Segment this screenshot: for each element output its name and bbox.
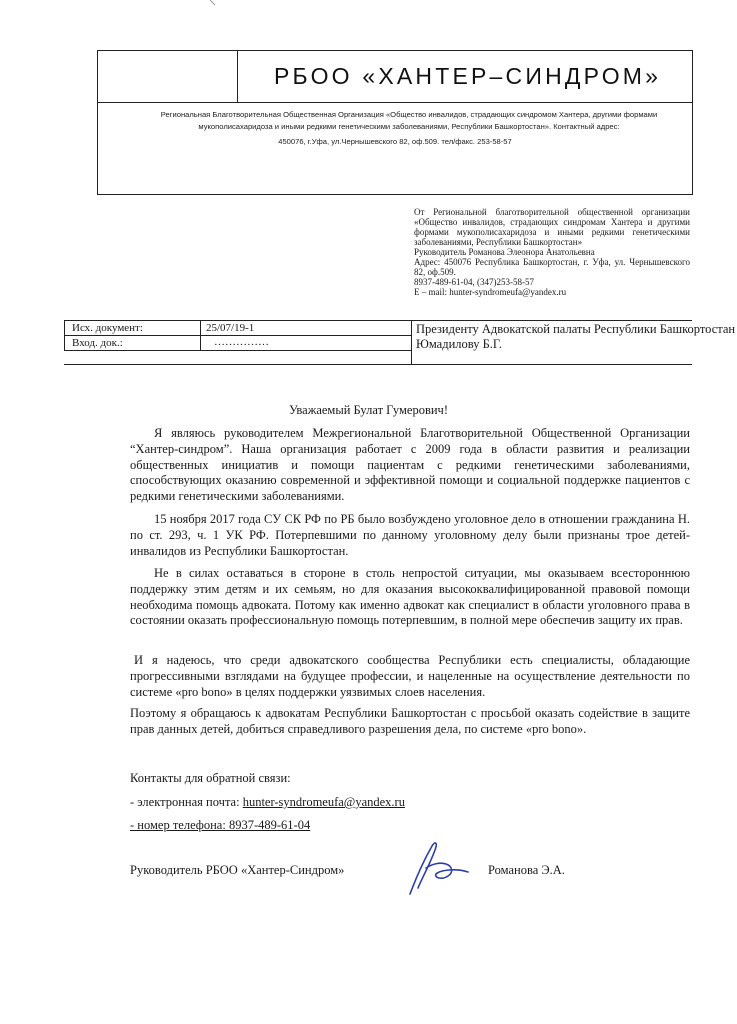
sender-phones: 8937-489-61-04, (347)253-58-57 xyxy=(414,277,534,287)
in-doc-label: Вход. док.: xyxy=(72,337,123,349)
handwritten-signature xyxy=(402,838,472,898)
recipient-title: Президенту Адвокатской палаты Республики Башкортостан xyxy=(416,322,736,336)
contacts-email-label: - электронная почта: xyxy=(130,795,243,809)
contacts-email-line xyxy=(130,794,405,810)
letterhead-divider-horizontal xyxy=(98,102,692,103)
scan-mark xyxy=(210,0,216,6)
registry-line-end xyxy=(64,364,692,365)
registry-vline-left xyxy=(64,320,65,350)
org-title: РБОО «ХАНТЕР–СИНДРОМ» xyxy=(274,63,662,89)
sender-head: Руководитель Романова Элеонора Анатольевна xyxy=(414,247,595,257)
sender-block xyxy=(414,207,690,297)
sender-email: E – mail: hunter-syndromeufa@yandex.ru xyxy=(414,287,567,297)
letterhead-box xyxy=(97,50,693,195)
out-doc-value: 25/07/19-1 xyxy=(206,322,255,334)
contacts-heading: Контакты для обратной связи: xyxy=(130,771,291,785)
sender-org: От Региональной благотворительной общественной организации «Общество инвалидов, страдающих синдромам Хантера и другими формами мукополисахаридоза и иными редкими генетическими заболеваниями, Республики Башкортостан» xyxy=(414,207,690,247)
contacts-email-link[interactable]: hunter-syndromeufa@yandex.ru xyxy=(242,795,405,809)
paragraph-2: 15 ноября 2017 года СУ СК РФ по РБ было возбуждено уголовное дело в отношении гражданина Н. по ст. 293, ч. 1 УК РФ. Потерпевшими по данному уголовному делу были признаны трое детей-инвалидов из Республики Башкортостан. xyxy=(130,512,690,558)
paragraph-4: И я надеюсь, что среди адвокатского сообщества Республики есть специалисты, обладающие прогрессивными взглядами на будущее профессии, и нацеленные на осуществление деятельности по системе «pro bono» в целях поддержки уязвимых слоев населения. xyxy=(130,653,690,699)
registry-vline-mid xyxy=(200,320,201,350)
recipient-name: Юмадилову Б.Г. xyxy=(416,337,502,351)
paragraph-5: Поэтому я обращаюсь к адвокатам Республики Башкортостан с просьбой оказать содействие в защите прав данных детей, добиться справедливого разрешения дела, по системе «pro bono». xyxy=(130,706,690,736)
paragraph-3: Не в силах оставаться в стороне в столь непростой ситуации, мы оказываем всестороннюю поддержку этим детям и их семьям, но для оказания высококвалифицированной правовой помощи необходима помощь адвоката. Потому как именно адвокат как специалист в области уголовного права в состоянии оказать профессиональную помощь потерпевшим, в полной мере обеспечив защиту их прав. xyxy=(130,566,690,628)
recipient-block xyxy=(416,322,735,352)
greeting: Уважаемый Булат Гумерович! xyxy=(288,403,449,417)
out-doc-label: Исх. документ: xyxy=(72,322,143,334)
paragraph-1: Я являюсь руководителем Межрегиональной Благотворительной Общественной Организации “Хантер-синдром”. Наша организация работает с 2009 года в области развития и реализации общественных инициатив и помощи пациентам с редкими генетическими заболеваниями, способствующих оказанию современной и эффективной помощи и социальной поддержке пациентов с редкими генетическими заболеваниями. xyxy=(130,426,690,504)
signature-name: Романова Э.А. xyxy=(488,863,565,877)
registry-vline-right xyxy=(411,320,412,364)
org-description: Региональная Благотворительная Общественная Организация «Общество инвалидов, страдающих синдромом Хантера, другими формами мукополисахаридоза и иными редкими генетическими заболеваниями, Республики Башкортостан». Контактный адрес: xyxy=(160,110,658,131)
registry-line-bottom xyxy=(64,350,411,351)
org-address: 450076, г.Уфа, ул.Чернышевского 82, оф.509. тел/факс. 253-58-57 xyxy=(278,137,512,146)
registry-line-top xyxy=(64,320,692,321)
letterhead-divider-vertical xyxy=(237,51,238,102)
sender-address: Адрес: 450076 Республика Башкортостан, г. Уфа, ул. Чернышевского 82, оф.509. xyxy=(414,257,690,277)
signature-position: Руководитель РБОО «Хантер-Синдром» xyxy=(130,863,345,877)
in-doc-value: …………… xyxy=(214,336,269,348)
contacts-phone: - номер телефона: 8937-489-61-04 xyxy=(130,818,311,832)
